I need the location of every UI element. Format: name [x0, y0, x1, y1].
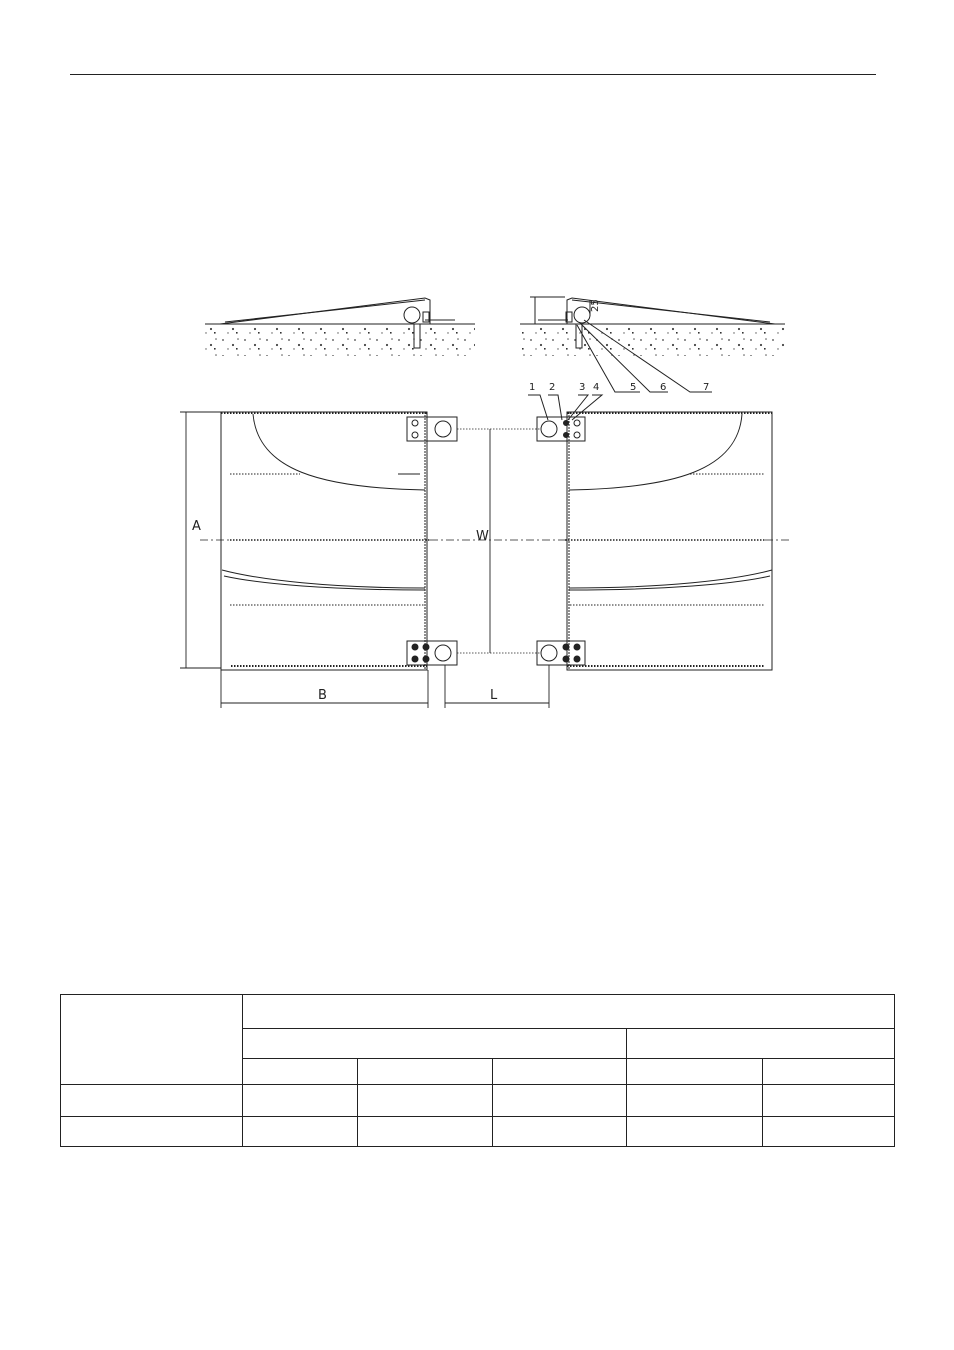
- table-row: [61, 1085, 895, 1117]
- right-bolt: [574, 420, 580, 426]
- left-curve-mid: [222, 570, 425, 588]
- leader-4: [572, 395, 602, 420]
- table-cell: [493, 1059, 627, 1085]
- left-elevation-view: [205, 298, 475, 356]
- callout-7: 7: [703, 382, 710, 393]
- table-cell: [763, 1059, 895, 1085]
- right-curve-mid: [569, 570, 772, 588]
- table-cell: [493, 1085, 627, 1117]
- left-bolt: [423, 656, 429, 662]
- left-hinge-top-pipe: [435, 421, 451, 437]
- table-cell: [763, 1117, 895, 1147]
- hinge-pipe-left: [404, 307, 420, 323]
- left-bolt: [412, 420, 418, 426]
- dimensions: [180, 412, 549, 708]
- table-cell: [61, 1117, 243, 1147]
- right-elevation-view: [520, 297, 785, 420]
- header-rule: [70, 74, 876, 75]
- callout-6: 6: [660, 382, 667, 393]
- left-hinge-bottom-pipe: [435, 645, 451, 661]
- table-cell: [243, 1085, 358, 1117]
- soil-hatch-left: [205, 326, 475, 356]
- table-cell: [61, 1085, 243, 1117]
- right-plan-view: [537, 412, 772, 670]
- height-annotation: 25: [590, 299, 601, 312]
- left-bolt: [412, 644, 418, 650]
- dim-label-b: B: [318, 688, 327, 703]
- left-curve-top: [253, 414, 425, 490]
- leader-3: [568, 395, 588, 420]
- ramp-left-inner: [225, 300, 425, 322]
- ramp-right-inner: [572, 300, 770, 322]
- callout-5: 5: [630, 382, 637, 393]
- table-cell: [243, 1059, 358, 1085]
- left-bolt: [412, 656, 418, 662]
- right-bolt: [574, 656, 580, 662]
- dim-label-l: L: [490, 688, 498, 703]
- dim-label-w: W: [476, 529, 489, 544]
- right-bolt: [574, 432, 580, 438]
- left-bolt: [423, 644, 429, 650]
- table-row: [61, 995, 895, 1029]
- table-cell: [358, 1059, 493, 1085]
- table-cell: [627, 1117, 763, 1147]
- table-cell: [627, 1059, 763, 1085]
- soil-hatch-right: [520, 326, 785, 356]
- connecting-lines: [200, 429, 790, 653]
- right-bolt: [564, 433, 569, 438]
- table-cell: [61, 995, 243, 1085]
- table-cell: [243, 1117, 358, 1147]
- table-cell: [627, 1085, 763, 1117]
- right-bolt: [563, 644, 569, 650]
- callout-1: 1: [529, 382, 536, 393]
- left-panel-outline: [221, 412, 427, 670]
- left-plan-view: [221, 412, 457, 670]
- table-cell: [493, 1117, 627, 1147]
- right-bolt: [564, 421, 569, 426]
- table-cell: [358, 1085, 493, 1117]
- table-row: [61, 1117, 895, 1147]
- table-cell: [243, 1029, 627, 1059]
- leader-1: [528, 395, 548, 420]
- right-bolt: [563, 656, 569, 662]
- left-bolt: [412, 432, 418, 438]
- spec-table: [60, 994, 895, 1147]
- hinge-pipe-right: [574, 307, 590, 323]
- callout-3: 3: [579, 382, 586, 393]
- right-hinge-top-pipe: [541, 421, 557, 437]
- left-hinge-top: [407, 417, 457, 441]
- table-cell: [627, 1029, 895, 1059]
- right-panel-outline: [567, 412, 772, 670]
- leader-2: [548, 395, 562, 420]
- callout-2: 2: [549, 382, 556, 393]
- callout-4: 4: [593, 382, 600, 393]
- table-cell: [243, 995, 895, 1029]
- technical-drawing: [180, 290, 790, 710]
- dim-label-a: A: [192, 519, 201, 534]
- table-cell: [763, 1085, 895, 1117]
- table-cell: [358, 1117, 493, 1147]
- right-bolt: [574, 644, 580, 650]
- right-hinge-bottom-pipe: [541, 645, 557, 661]
- right-curve-top: [569, 414, 742, 490]
